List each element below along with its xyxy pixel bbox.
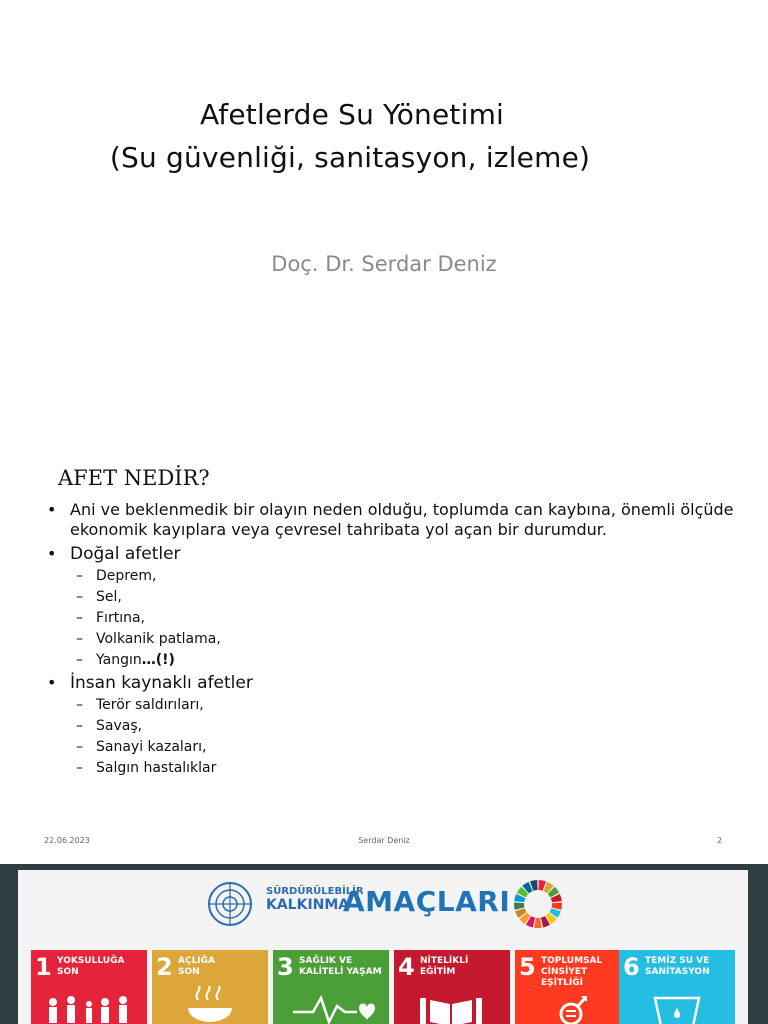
goal-number: 2 bbox=[156, 953, 173, 981]
dash-icon: – bbox=[76, 652, 83, 668]
dash-icon: – bbox=[76, 568, 83, 584]
sub-bullet-item bbox=[44, 629, 744, 650]
sdg-wheel-segment bbox=[514, 903, 524, 910]
goal-label: SAĞLIK VE KALİTELİ YAŞAM bbox=[299, 956, 382, 977]
sub-bullet-text: Savaş, bbox=[96, 718, 143, 734]
footer-page-number: 2 bbox=[717, 836, 723, 845]
goal-label: YOKSULLUĞA SON bbox=[57, 956, 125, 977]
goal-number: 1 bbox=[35, 953, 52, 981]
bullet-text: Ani ve beklenmedik bir olayın neden olduğu, toplumda can kaybına, önemli ölçüde ekonomik kayıplara veya çevresel tahribata yol açan bir durumdur. bbox=[70, 500, 734, 539]
sub-bullet-text: Sanayi kazaları, bbox=[96, 739, 207, 755]
sub-bullet-item bbox=[44, 695, 744, 716]
sub-bullet-item bbox=[44, 758, 744, 779]
sdg-wheel-segment bbox=[552, 903, 562, 910]
water-glass-icon bbox=[619, 986, 735, 1024]
goal-label: AÇLIĞA SON bbox=[178, 956, 216, 977]
bullet-dot-icon: • bbox=[47, 500, 57, 519]
sub-bullet-item bbox=[44, 650, 744, 671]
bullet-dot-icon: • bbox=[47, 673, 57, 692]
sub-bullet-text: Terör saldırıları, bbox=[96, 697, 204, 713]
un-emblem-icon bbox=[206, 880, 254, 928]
bullet-dot-icon: • bbox=[47, 544, 57, 563]
footer-author: Serdar Deniz bbox=[358, 836, 410, 845]
goal-number: 3 bbox=[277, 953, 294, 981]
sdg-goal-tile-3 bbox=[273, 950, 389, 1024]
emphasis-text: …(!) bbox=[141, 652, 175, 668]
sdg-panel bbox=[18, 870, 748, 1024]
dash-icon: – bbox=[76, 718, 83, 734]
goal-number: 6 bbox=[623, 953, 640, 981]
sub-bullet-item bbox=[44, 608, 744, 629]
dash-icon: – bbox=[76, 631, 83, 647]
sdg-slide bbox=[0, 864, 768, 1024]
goal-number: 5 bbox=[519, 953, 536, 981]
goal-label: TOPLUMSAL CİNSİYET EŞİTLİĞİ bbox=[541, 956, 603, 988]
goal-label: NİTELİKLİ EĞİTİM bbox=[420, 956, 469, 977]
title-slide bbox=[0, 0, 768, 432]
goal-label: TEMİZ SU VE SANİTASYON bbox=[645, 956, 710, 977]
dash-icon: – bbox=[76, 589, 83, 605]
sub-bullet-text: Fırtına, bbox=[96, 610, 145, 626]
bowl-icon bbox=[152, 986, 268, 1024]
bullet-item bbox=[44, 544, 744, 564]
sdg-goal-tile-4 bbox=[394, 950, 510, 1024]
bullet-text: İnsan kaynaklı afetler bbox=[70, 673, 253, 693]
sub-bullet-item bbox=[44, 566, 744, 587]
sub-bullet-item bbox=[44, 587, 744, 608]
goal-number: 4 bbox=[398, 953, 415, 981]
sdg-header-small-2: KALKINMA bbox=[266, 897, 350, 913]
sdg-goal-tile-6 bbox=[619, 950, 735, 1024]
bullet-text: Doğal afetler bbox=[70, 544, 181, 564]
sub-bullet-text: Sel, bbox=[96, 589, 122, 605]
slide-author: Doç. Dr. Serdar Deniz bbox=[271, 252, 497, 276]
content-slide bbox=[0, 432, 768, 864]
dash-icon: – bbox=[76, 760, 83, 776]
sub-bullet-text: Volkanik patlama, bbox=[96, 631, 221, 647]
gender-equality-icon bbox=[515, 986, 631, 1024]
dash-icon: – bbox=[76, 610, 83, 626]
bullet-item bbox=[44, 673, 744, 693]
book-icon bbox=[394, 986, 510, 1024]
sub-bullet-text: Deprem, bbox=[96, 568, 157, 584]
sub-bullet-item bbox=[44, 716, 744, 737]
sdg-wheel-icon bbox=[512, 878, 564, 930]
people-icon bbox=[31, 986, 147, 1024]
sdg-goal-tile-1 bbox=[31, 950, 147, 1024]
sub-bullet-text: Yangın bbox=[96, 652, 142, 668]
sub-bullet-text: Salgın hastalıklar bbox=[96, 760, 217, 776]
dash-icon: – bbox=[76, 739, 83, 755]
heartbeat-icon bbox=[273, 986, 389, 1024]
dash-icon: – bbox=[76, 697, 83, 713]
bullet-list bbox=[44, 500, 744, 779]
sdg-header-title: AMAÇLARI bbox=[343, 885, 511, 918]
sdg-wheel-segment bbox=[534, 918, 541, 928]
slide-title-line2: (Su güvenliği, sanitasyon, izleme) bbox=[109, 141, 591, 174]
sdg-goal-tile-5 bbox=[515, 950, 631, 1024]
bullet-item bbox=[44, 500, 744, 540]
sdg-goal-tile-2 bbox=[152, 950, 268, 1024]
slide-heading: AFET NEDİR? bbox=[58, 466, 210, 490]
slide-title-line1: Afetlerde Su Yönetimi bbox=[199, 98, 505, 131]
footer-date: 22.06.2023 bbox=[44, 836, 90, 845]
sub-bullet-item bbox=[44, 737, 744, 758]
sdg-header-small-1: SÜRDÜRÜLEBİLİR bbox=[266, 886, 364, 897]
